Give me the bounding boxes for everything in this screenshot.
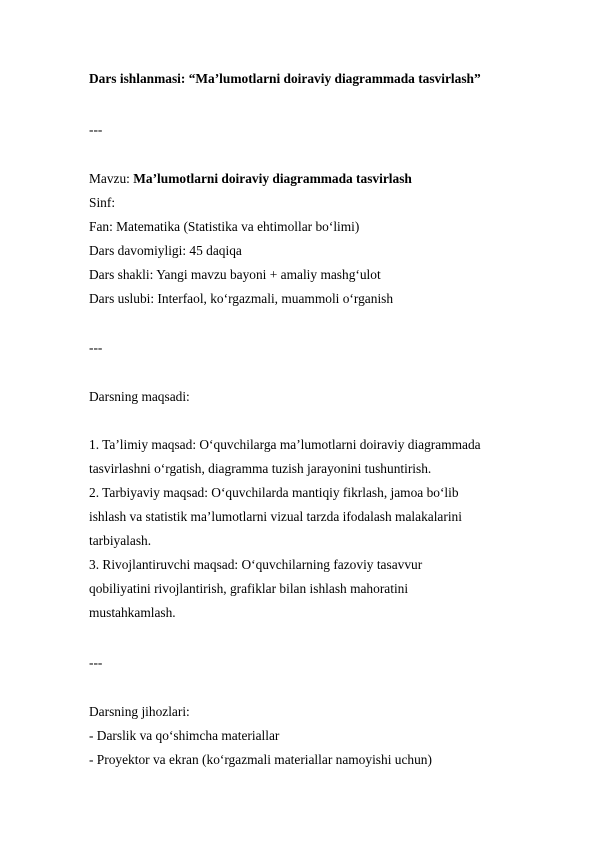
- equipment-item: - Darslik va qo‘shimcha materiallar: [89, 728, 280, 743]
- goal-line: qobiliyatini rivojlantirish, grafiklar bilan ishlash mahoratini: [89, 581, 409, 596]
- topic-label: Mavzu:: [89, 171, 134, 186]
- separator: ---: [89, 340, 103, 355]
- goal-line: mustahkamlash.: [89, 605, 176, 620]
- goal-line: tasvirlashni o‘rgatish, diagramma tuzish jarayonini tushuntirish.: [89, 461, 432, 476]
- method-line: Dars uslubi: Interfaol, ko‘rgazmali, muammoli o‘rganish: [89, 291, 394, 306]
- goals-heading: Darsning maqsadi:: [89, 389, 190, 404]
- document-title: Dars ishlanmasi: “Ma’lumotlarni doiraviy diagrammada tasvirlash”: [89, 71, 481, 86]
- topic-value: Ma’lumotlarni doiraviy diagrammada tasvirlash: [133, 171, 412, 186]
- topic-line: [89, 171, 412, 187]
- separator: ---: [89, 122, 103, 137]
- goal-line: ishlash va statistik ma’lumotlarni vizual tarzda ifodalash malakalarini: [89, 509, 462, 524]
- goal-line: 3. Rivojlantiruvchi maqsad: O‘quvchilarning fazoviy tasavvur: [89, 557, 423, 572]
- format-line: Dars shakli: Yangi mavzu bayoni + amaliy mashg‘ulot: [89, 267, 381, 282]
- subject-line: Fan: Matematika (Statistika va ehtimollar bo‘limi): [89, 219, 360, 234]
- separator: ---: [89, 655, 103, 670]
- equipment-item: - Proyektor va ekran (ko‘rgazmali materiallar namoyishi uchun): [89, 752, 432, 767]
- goal-line: 1. Ta’limiy maqsad: O‘quvchilarga ma’lumotlarni doiraviy diagrammada: [89, 437, 481, 452]
- goal-line: 2. Tarbiyaviy maqsad: O‘quvchilarda mantiqiy fikrlash, jamoa bo‘lib: [89, 485, 459, 500]
- equipment-heading: Darsning jihozlari:: [89, 704, 190, 719]
- duration-line: Dars davomiyligi: 45 daqiqa: [89, 243, 242, 258]
- class-line: Sinf:: [89, 195, 116, 210]
- goal-line: tarbiyalash.: [89, 533, 152, 548]
